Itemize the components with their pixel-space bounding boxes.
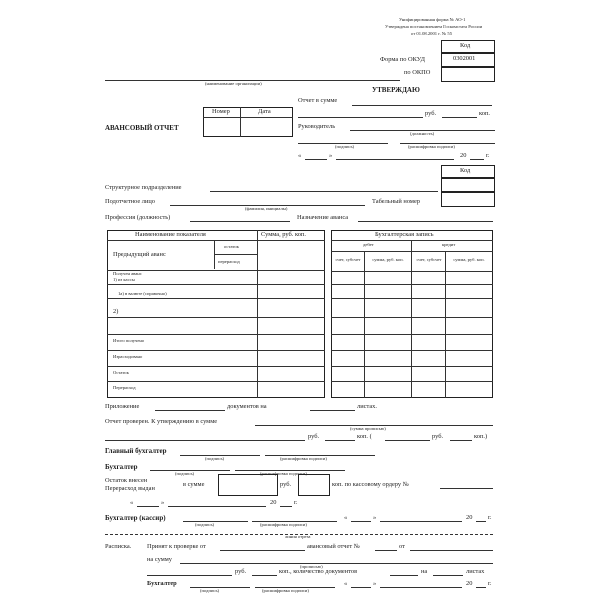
profession-label: Профессия (должность) xyxy=(105,214,171,221)
receipt-signature-caption: (подпись) xyxy=(200,588,220,593)
quote-left-4: « xyxy=(344,580,348,587)
year-label-2: 20 xyxy=(270,499,277,506)
quote-left-2: « xyxy=(130,499,134,506)
cashier-decoding-caption: (расшифровка подписи) xyxy=(260,522,307,527)
from-cash-label: 1) из кассы xyxy=(113,277,135,282)
quote-left-3: « xyxy=(344,514,348,521)
quote-right-3: » xyxy=(373,514,377,521)
kop-cash-order-label: коп. по кассовому ордеру № xyxy=(332,481,409,488)
total-received-label: Итого получено xyxy=(113,338,145,343)
year-label: 20 xyxy=(460,152,467,159)
advance-report-no-label: авансовый отчет № xyxy=(307,543,360,550)
tear-line-caption: линия отреза xyxy=(285,534,311,539)
rub-label: руб. xyxy=(425,110,437,117)
purpose-label: Назначение аванса xyxy=(297,214,349,221)
remainder-label: остаток xyxy=(224,244,239,249)
on-label: на xyxy=(421,568,428,575)
purpose-line[interactable] xyxy=(358,221,493,222)
page-title: АВАНСОВЫЙ ОТЧЕТ xyxy=(105,124,179,132)
chief-accountant-label: Главный бухгалтер xyxy=(105,447,167,455)
accountant-label: Бухгалтер xyxy=(105,463,138,471)
accountable-label: Подотчетное лицо xyxy=(105,198,155,205)
year-label-3: 20 xyxy=(466,514,473,521)
credit-sum-header: сумма, руб. коп. xyxy=(453,257,485,262)
sum-header: Сумма, руб. коп. xyxy=(261,231,306,238)
date-label: Дата xyxy=(258,108,271,115)
item2-label: 2) xyxy=(113,308,119,315)
spent-label: Израсходовано xyxy=(113,354,143,359)
form-line-2: Утверждена постановлением Госкомстата России xyxy=(385,24,483,29)
personnel-number-box[interactable] xyxy=(441,191,495,207)
year-suffix-3: г. xyxy=(488,514,492,521)
decoding-caption: (расшифровка подписи) xyxy=(408,144,455,149)
overspending-label: перерасход xyxy=(218,259,240,264)
accountant-decoding-caption: (расшифровка подписи) xyxy=(260,471,307,476)
appendix-label: Приложение xyxy=(105,403,140,410)
chief-signature-caption: (подпись) xyxy=(205,456,225,461)
chief-decoding-caption: (расшифровка подписи) xyxy=(280,456,327,461)
deposit-rub-box[interactable] xyxy=(218,474,278,496)
department-line[interactable] xyxy=(210,191,438,192)
report-sum-label: Отчет в сумме xyxy=(298,97,338,104)
sum-words-caption: (сумма прописью) xyxy=(350,426,386,431)
rub-label-3: руб. xyxy=(235,568,247,575)
balance-label: Остаток xyxy=(113,370,129,375)
code-label: Код xyxy=(460,42,471,49)
currency-label: 1а) в валюте (справочно) xyxy=(118,291,167,296)
deposited-label: Остаток внесен xyxy=(105,477,148,484)
receipt-label: Расписка. xyxy=(105,543,132,550)
kop-label: коп. xyxy=(479,110,490,117)
approve-heading: УТВЕРЖДАЮ xyxy=(372,86,420,94)
cashier-signature-caption: (подпись) xyxy=(195,522,215,527)
receipt-accountant-label: Бухгалтер xyxy=(147,580,177,587)
okud-value: 0302001 xyxy=(453,55,476,62)
rub-paren-label: руб. xyxy=(432,433,444,440)
report-sum-words-line[interactable] xyxy=(298,117,423,118)
from-label: от xyxy=(399,543,405,550)
overspending-paid-label: Перерасход выдан xyxy=(105,485,155,492)
signature-caption: (подпись) xyxy=(335,144,355,149)
overspent-label: Перерасход xyxy=(113,385,136,390)
credit-account-header: счет, субсчет xyxy=(416,257,442,262)
form-line-1: Унифицированная форма № АО-1 xyxy=(399,17,466,22)
form-line-3: от 01.08.2001 г. № 55 xyxy=(411,31,452,36)
credit-label: кредит xyxy=(442,242,456,247)
code-label-2: Код xyxy=(460,167,471,174)
year-suffix: г. xyxy=(486,152,490,159)
personnel-number-label: Табельный номер xyxy=(372,198,420,205)
year-suffix-2: г. xyxy=(294,499,298,506)
kop-paren-label: коп. ( xyxy=(357,433,372,440)
quote-right: » xyxy=(329,152,333,159)
checked-label: Отчет проверен. К утверждению в сумме xyxy=(105,418,218,425)
year-label-4: 20 xyxy=(466,580,473,587)
cashier-label: Бухгалтер (кассир) xyxy=(105,514,166,522)
sheets-label-2: листах xyxy=(466,568,485,575)
rub-label-2: руб. xyxy=(308,433,320,440)
documents-on-label: документов на xyxy=(227,403,267,410)
accountant-signature-caption: (подпись) xyxy=(175,471,195,476)
quote-right-2: » xyxy=(161,499,165,506)
received-advance-label: Получен аванс xyxy=(113,271,142,276)
sheets-label: листах. xyxy=(357,403,377,410)
department-label: Структурное подразделение xyxy=(105,184,182,191)
deposit-kop-box[interactable] xyxy=(298,474,330,496)
debit-sum-header: сумма, руб. коп. xyxy=(372,257,404,262)
accounting-header: Бухгалтерская запись xyxy=(375,231,434,238)
accepted-label: Принят к проверке от xyxy=(147,543,206,550)
profession-line[interactable] xyxy=(190,221,290,222)
kop-docs-label: коп., количество документов xyxy=(279,568,358,575)
report-sum-line[interactable] xyxy=(352,105,492,106)
name-caption: (фамилия, инициалы) xyxy=(245,206,288,211)
okud-label: Форма по ОКУД xyxy=(380,56,425,63)
deposit-rub-label: руб. xyxy=(280,481,292,488)
okpo-code-box[interactable] xyxy=(441,66,495,82)
in-sum-label: в сумме xyxy=(183,481,205,488)
debit-account-header: счет, субсчет xyxy=(335,257,361,262)
quote-right-4: » xyxy=(373,580,377,587)
accounting-table xyxy=(331,230,493,398)
year-suffix-4: г. xyxy=(488,580,492,587)
okpo-label: по ОКПО xyxy=(404,69,431,76)
in-words-caption: (прописью) xyxy=(300,564,323,569)
head-label: Руководитель xyxy=(298,123,336,130)
for-sum-label: на сумму xyxy=(147,556,173,563)
kop-close-label: коп.) xyxy=(474,433,488,440)
receipt-decoding-caption: (расшифровка подписи) xyxy=(262,588,309,593)
indicator-header: Наименование показателя xyxy=(135,231,206,238)
quote-left: « xyxy=(298,152,302,159)
debit-label: дебет xyxy=(363,242,374,247)
prev-advance-label: Предыдущий аванс xyxy=(113,251,166,258)
number-label: Номер xyxy=(212,108,230,115)
position-caption: (должность) xyxy=(410,131,435,136)
org-caption: (наименование организации) xyxy=(205,81,262,86)
